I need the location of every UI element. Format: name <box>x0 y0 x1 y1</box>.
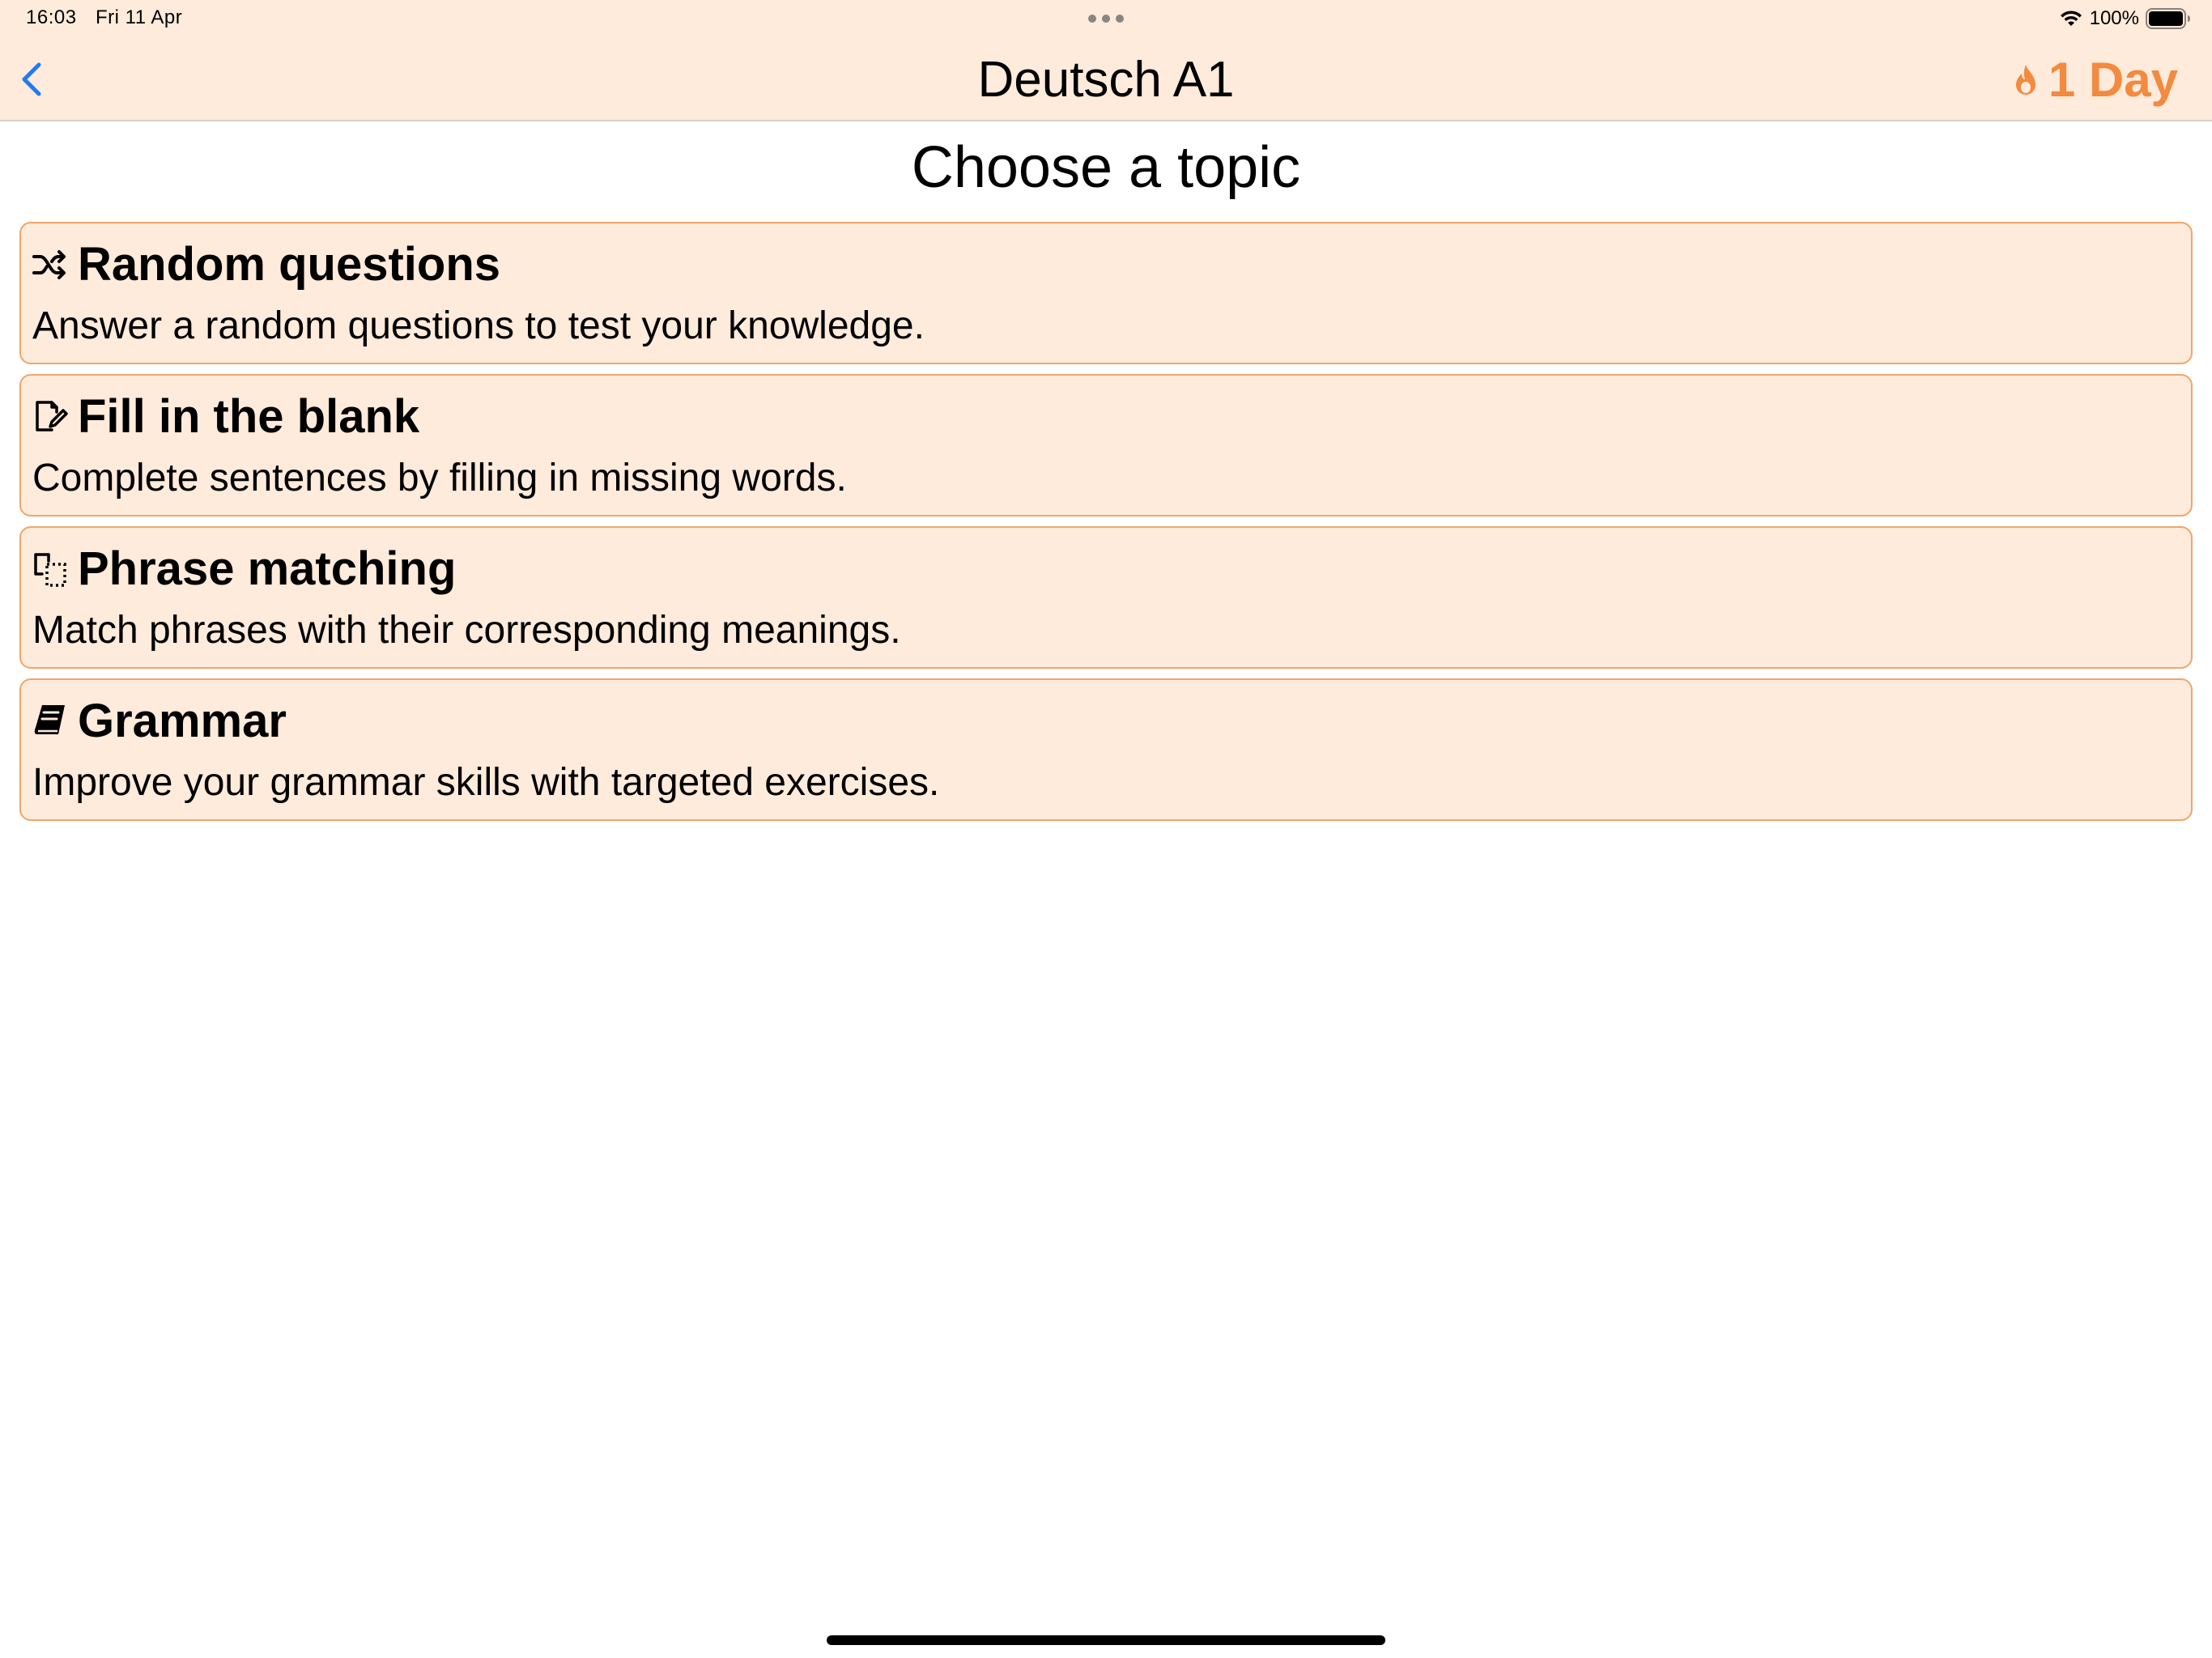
topic-title-row <box>31 691 287 751</box>
flame-icon <box>2013 62 2039 98</box>
status-indicators <box>2059 5 2191 32</box>
topic-title: Fill in the blank <box>78 390 420 443</box>
section-heading: Choose a topic <box>911 135 1301 200</box>
topic-title-row <box>31 539 456 599</box>
topic-title-row <box>31 387 419 447</box>
book-icon <box>31 702 70 741</box>
topic-card-phrase-matching[interactable] <box>19 526 2193 669</box>
topic-description: Answer a random questions to test your knowledge. <box>32 304 925 347</box>
multitasking-dots-icon[interactable] <box>1087 14 1125 23</box>
page-title: Deutsch A1 <box>977 52 1235 108</box>
copy-match-icon <box>31 550 70 589</box>
topic-card-grammar[interactable] <box>19 678 2193 821</box>
status-time: 16:03 <box>26 6 77 28</box>
topic-title: Grammar <box>78 695 287 747</box>
edit-document-icon <box>31 397 70 436</box>
topic-title: Phrase matching <box>78 542 457 595</box>
topic-description: Improve your grammar skills with targeted exercises. <box>32 761 940 804</box>
streak-label: 1 Day <box>2048 53 2178 107</box>
battery-percentage: 100% <box>2089 7 2139 29</box>
navigation-bar <box>0 0 2212 121</box>
shuffle-icon <box>31 245 70 284</box>
streak-badge[interactable] <box>2013 50 2178 110</box>
status-date: Fri 11 Apr <box>96 6 183 28</box>
topic-list <box>19 222 2193 831</box>
topic-card-fill-in-the-blank[interactable] <box>19 374 2193 517</box>
battery-icon <box>2146 8 2191 29</box>
topic-card-random-questions[interactable] <box>19 222 2193 364</box>
topic-title-row <box>31 235 500 295</box>
home-indicator[interactable] <box>827 1635 1385 1645</box>
topic-description: Complete sentences by filling in missing words. <box>32 457 847 500</box>
topic-description: Match phrases with their corresponding meanings. <box>32 609 901 652</box>
wifi-icon <box>2059 9 2083 28</box>
topic-title: Random questions <box>78 238 501 291</box>
